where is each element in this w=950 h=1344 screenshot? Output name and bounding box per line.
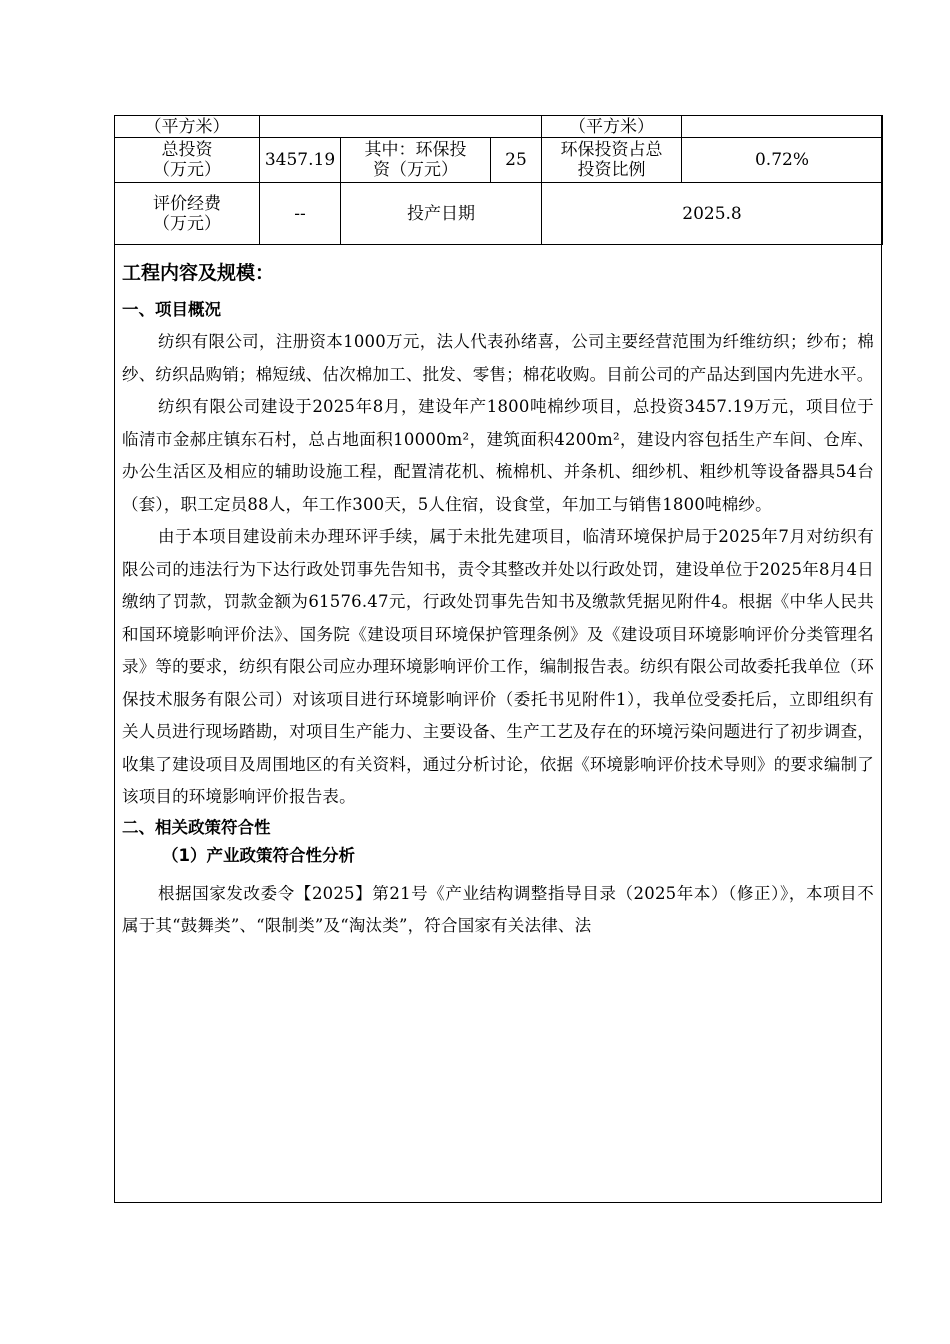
- area-unit-label-left: （平方米）: [115, 116, 260, 138]
- production-date-value: 2025.8: [542, 183, 883, 245]
- section-1-title: 一、项目概况: [122, 300, 221, 319]
- table-row: [115, 116, 883, 138]
- total-investment-value: 3457.19: [260, 138, 341, 183]
- table-row: [115, 138, 883, 183]
- area-unit-label-right: （平方米）: [542, 116, 682, 138]
- content-section: [122, 256, 874, 943]
- assessment-fee-label: 评价经费 （万元）: [115, 183, 260, 245]
- paragraph-assessment-background: 由于本项目建设前未办理环评手续，属于未批先建项目，临清环境保护局于2025年7月对纺织有限公司的违法行为下达行政处罚事先告知书，责令其整改并处以行政处罚，建设单位于2025年8月4日缴纳了罚款，罚款金额为61576.47元，行政处罚事先告知书及缴款凭据见附件4。根据《中华人民共和国环境影响评价法》、国务院《建设项目环境保护管理条例》及《建设项目环境影响评价分类管理名录》等的要求，纺织有限公司应办理环境影响评价工作，编制报告表。纺织有限公司故委托我单位（环保技术服务有限公司）对该项目进行环境影响评价（委托书见附件1），我单位受委托后，立即组织有关人员进行现场踏勘，对项目生产能力、主要设备、生产工艺及存在的环境污染问题进行了初步调查，收集了建设项目及周围地区的有关资料，通过分析讨论，依据《环境影响评价技术导则》的要求编制了该项目的环境影响评价报告表。: [122, 527, 874, 806]
- area-value-left: [260, 116, 542, 138]
- assessment-fee-value: --: [260, 183, 341, 245]
- production-date-label: 投产日期: [341, 183, 542, 245]
- section-2-title: 二、相关政策符合性: [122, 817, 271, 837]
- env-ratio-label: 环保投资占总 投资比例: [542, 138, 682, 183]
- section-2-subtitle: （1）产业政策符合性分析: [162, 845, 355, 865]
- paragraph-project-construction: 纺织有限公司建设于2025年8月，建设年产1800吨棉纱项目，总投资3457.19万元，项目位于临清市金郝庄镇东石村，总占地面积10000m²，建筑面积4200m²，建设内容包括生产车间、仓库、办公生活区及相应的辅助设施工程，配置清花机、梳棉机、并条机、细纱机、粗纱机等设备器具54台（套），职工定员88人，年工作300天，5人住宿，设食堂，年加工与销售1800吨棉纱。: [122, 397, 874, 514]
- content-heading: 工程内容及规模：: [122, 262, 275, 284]
- env-ratio-value: 0.72%: [682, 138, 883, 183]
- env-investment-value: 25: [491, 138, 542, 183]
- total-investment-label: 总投资 （万元）: [115, 138, 260, 183]
- env-investment-label: 其中：环保投 资（万元）: [341, 138, 491, 183]
- project-info-table: [114, 115, 883, 245]
- paragraph-policy-compliance: 根据国家发改委令【2025】第21号《产业结构调整指导目录（2025年本）（修正）》，本项目不属于其“鼓舞类”、“限制类”及“淘汰类”，符合国家有关法律、法: [122, 883, 874, 935]
- paragraph-company-overview: 纺织有限公司，注册资本1000万元，法人代表孙绪喜，公司主要经营范围为纤维纺织；纱布；棉纱、纺织品购销；棉短绒、估次棉加工、批发、零售；棉花收购。目前公司的产品达到国内先进水平。: [122, 332, 874, 384]
- table-row: [115, 183, 883, 245]
- area-value-right: [682, 116, 883, 138]
